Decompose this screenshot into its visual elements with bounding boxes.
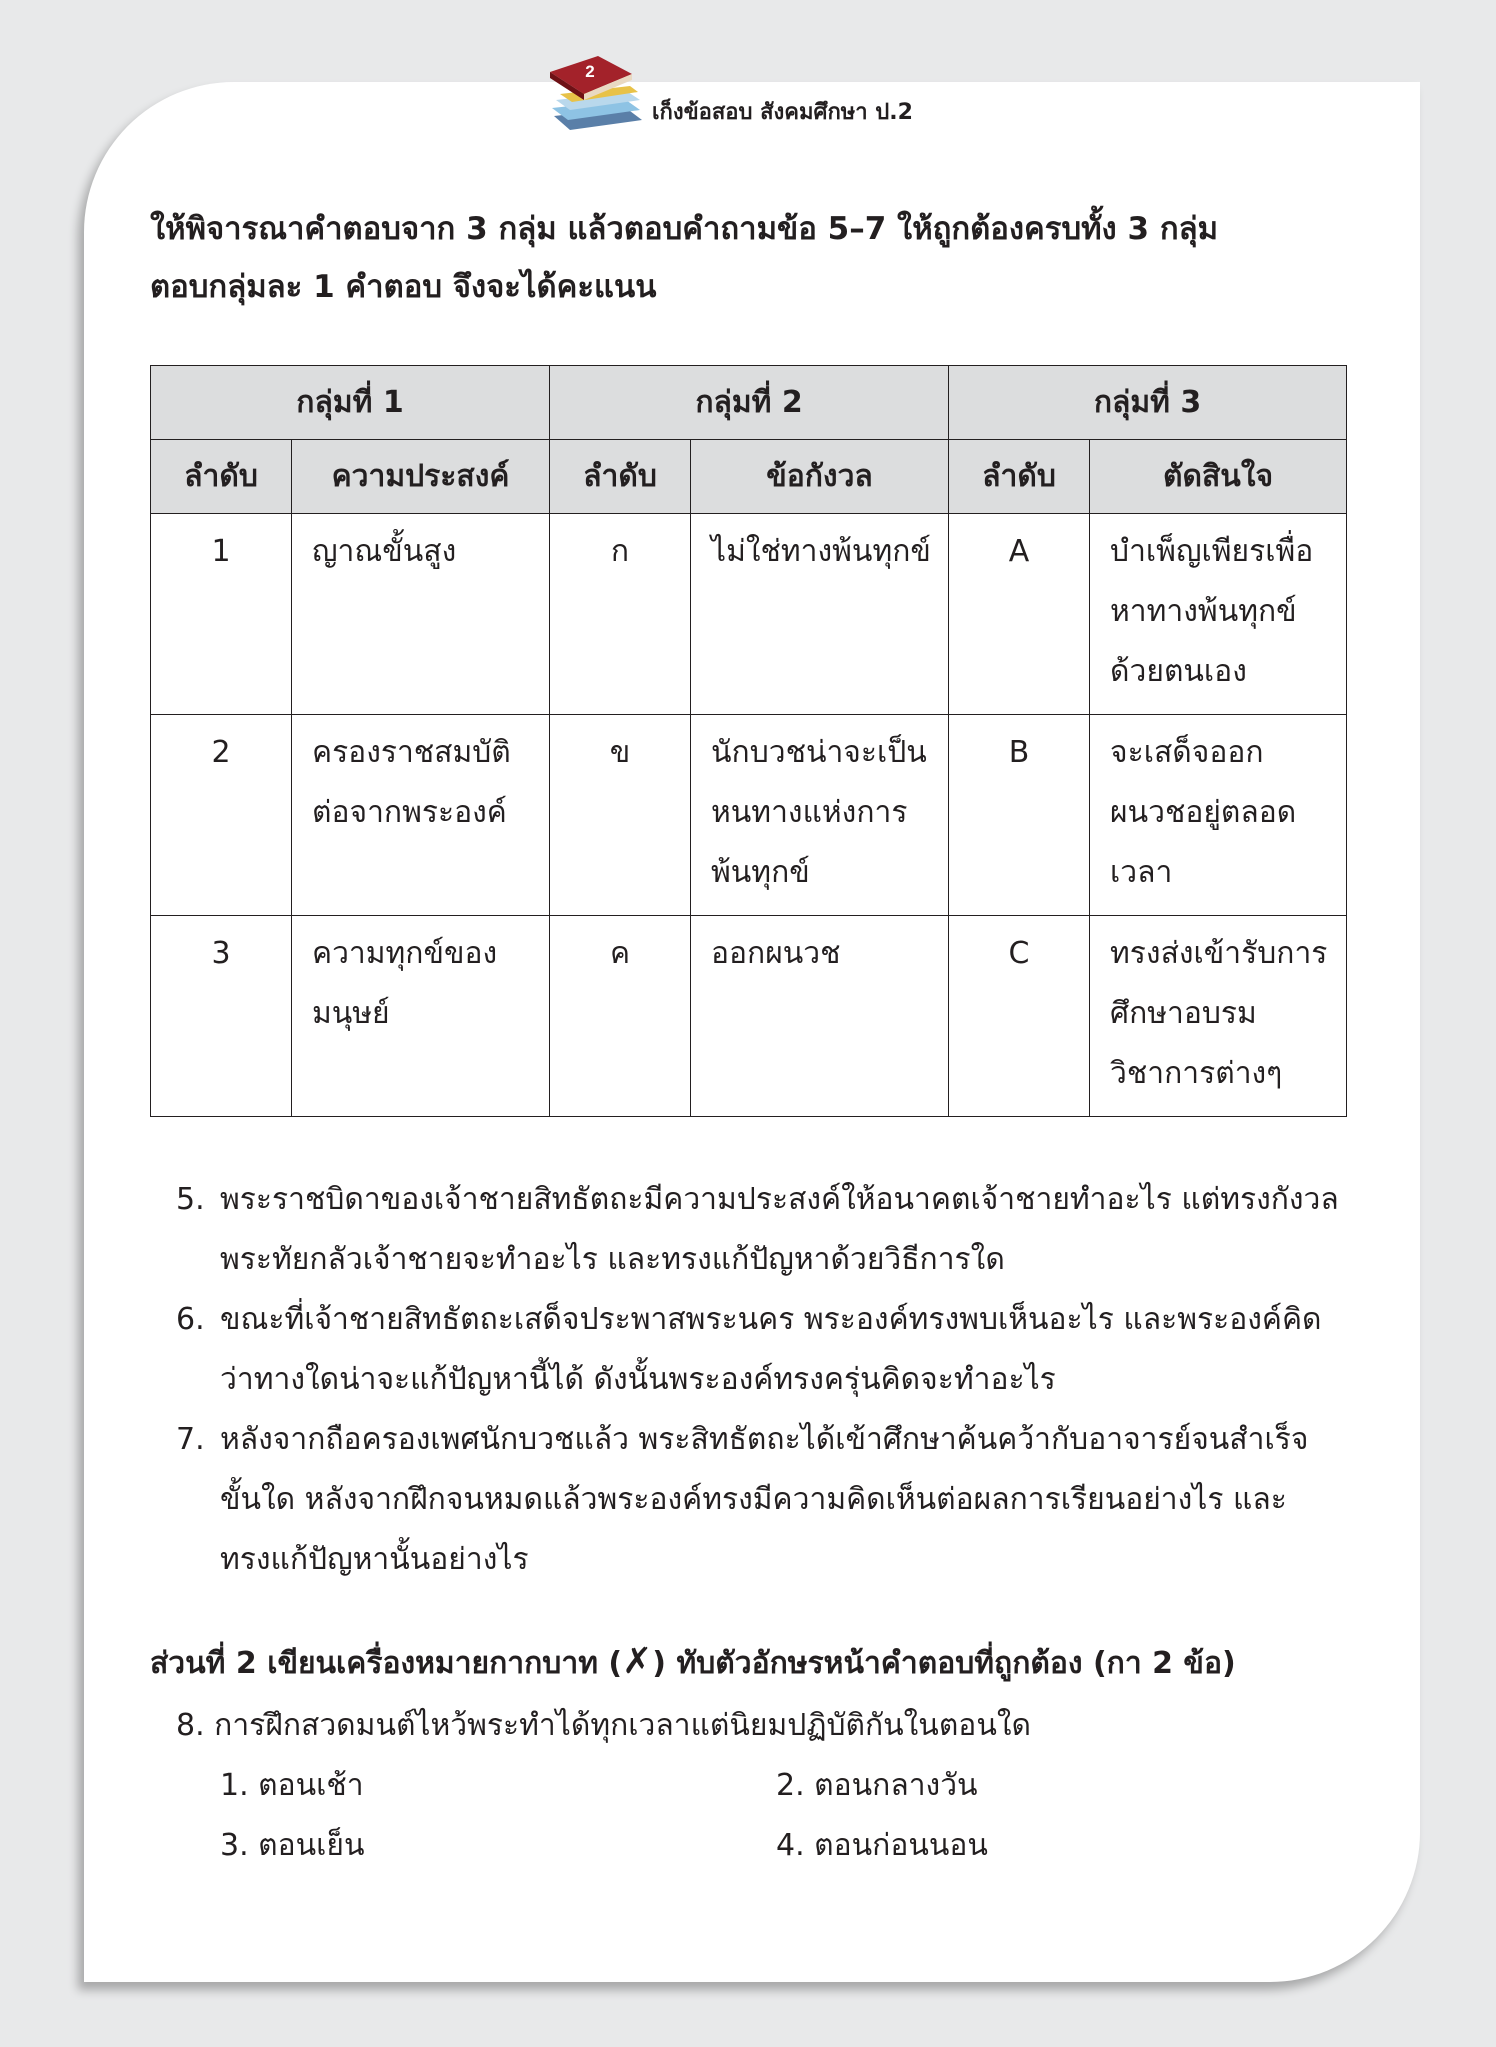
column-header: ข้อกังวล (691, 440, 949, 514)
table-cell: บำเพ็ญเพียรเพื่อหาทางพ้นทุกข์ด้วยตนเอง (1090, 514, 1347, 715)
column-header: ลำดับ (550, 440, 691, 514)
answer-option-2[interactable]: 2. ตอนกลางวัน (776, 1768, 978, 1803)
answer-option-4[interactable]: 4. ตอนก่อนนอน (776, 1828, 988, 1863)
question-line: ขณะที่เจ้าชายสิทธัตถะเสด็จประพาสพระนคร พระองค์ทรงพบเห็นอะไร และพระองค์คิด (220, 1302, 1322, 1337)
instruction-line: ให้พิจารณาคำตอบจาก 3 กลุ่ม แล้วตอบคำถามข้อ 5–7 ให้ถูกต้องครบทั้ง 3 กลุ่ม (150, 211, 1219, 247)
question-5 (176, 1170, 1346, 1290)
group-3-header: กลุ่มที่ 3 (949, 366, 1347, 440)
question-line: ขั้นใด หลังจากฝึกจนหมดแล้วพระองค์ทรงมีความคิดเห็นต่อผลการเรียนอย่างไร และ (220, 1482, 1287, 1517)
table-cell: 3 (151, 916, 292, 1117)
question-line: พระราชบิดาของเจ้าชายสิทธัตถะมีความประสงค์ให้อนาคตเจ้าชายทำอะไร แต่ทรงกังวล (220, 1182, 1339, 1217)
section-2-heading (150, 1640, 1236, 1687)
header-title: เก็งข้อสอบ สังคมศึกษา ป.2 (652, 100, 913, 125)
question-list (176, 1170, 1346, 1590)
table-row (151, 715, 1347, 916)
table-cell: 2 (151, 715, 292, 916)
table-cell: 1 (151, 514, 292, 715)
table-cell: A (949, 514, 1090, 715)
table-cell: ก (550, 514, 691, 715)
section-2-heading-text: ) ทับตัวอักษรหน้าคำตอบที่ถูกต้อง (กา 2 ข้อ) (652, 1646, 1236, 1681)
group-header-row (151, 366, 1347, 440)
cross-mark-icon: ✗ (622, 1641, 653, 1682)
group-1-header: กลุ่มที่ 1 (151, 366, 550, 440)
question-number: 6. (176, 1302, 205, 1337)
question-line: หลังจากถือครองเพศนักบวชแล้ว พระสิทธัตถะได้เข้าศึกษาค้นคว้ากับอาจารย์จนสำเร็จ (220, 1422, 1309, 1457)
column-header: ความประสงค์ (292, 440, 550, 514)
answer-groups-table (150, 365, 1347, 1117)
question-text (220, 1290, 1346, 1410)
table-cell: นักบวชน่าจะเป็นหนทางแห่งการพ้นทุกข์ (691, 715, 949, 916)
table-cell: ความทุกข์ของมนุษย์ (292, 916, 550, 1117)
answer-option-1[interactable]: 1. ตอนเช้า (220, 1768, 364, 1803)
table-cell: ข (550, 715, 691, 916)
column-header-row (151, 440, 1347, 514)
book-stack-icon (542, 50, 648, 132)
table-cell: B (949, 715, 1090, 916)
table-row (151, 916, 1347, 1117)
question-number: 7. (176, 1422, 205, 1457)
instruction-line: ตอบกลุ่มละ 1 คำตอบ จึงจะได้คะแนน (150, 269, 657, 305)
table-cell: จะเสด็จออกผนวชอยู่ตลอดเวลา (1090, 715, 1347, 916)
question-number: 5. (176, 1182, 205, 1217)
table-cell: ไม่ใช่ทางพ้นทุกข์ (691, 514, 949, 715)
question-line: ทรงแก้ปัญหานั้นอย่างไร (220, 1542, 529, 1577)
answer-option-3[interactable]: 3. ตอนเย็น (220, 1828, 365, 1863)
table-cell: C (949, 916, 1090, 1117)
column-header: ลำดับ (151, 440, 292, 514)
table-cell: ครองราชสมบัติต่อจากพระองค์ (292, 715, 550, 916)
table-cell: ออกผนวช (691, 916, 949, 1117)
table-row (151, 514, 1347, 715)
table-cell: ทรงส่งเข้ารับการศึกษาอบรมวิชาการต่างๆ (1090, 916, 1347, 1117)
group-2-header: กลุ่มที่ 2 (550, 366, 949, 440)
header-badge-number: 2 (585, 62, 595, 81)
question-line: พระทัยกลัวเจ้าชายจะทำอะไร และทรงแก้ปัญหาด้วยวิธีการใด (220, 1242, 1005, 1277)
section-2-heading-text: ส่วนที่ 2 เขียนเครื่องหมายกากบาท ( (150, 1646, 623, 1681)
question-7 (176, 1410, 1346, 1590)
question-6 (176, 1290, 1346, 1410)
question-text (220, 1410, 1346, 1590)
question-8-text: 8. การฝึกสวดมนต์ไหว้พระทำได้ทุกเวลาแต่นิยมปฏิบัติกันในตอนใด (176, 1708, 1031, 1743)
table-cell: ค (550, 916, 691, 1117)
column-header: ลำดับ (949, 440, 1090, 514)
column-header: ตัดสินใจ (1090, 440, 1347, 514)
table-cell: ญาณขั้นสูง (292, 514, 550, 715)
question-line: ว่าทางใดน่าจะแก้ปัญหานี้ได้ ดังนั้นพระองค์ทรงครุ่นคิดจะทำอะไร (220, 1362, 1056, 1397)
instruction-text (150, 200, 1350, 316)
question-text (220, 1170, 1346, 1290)
